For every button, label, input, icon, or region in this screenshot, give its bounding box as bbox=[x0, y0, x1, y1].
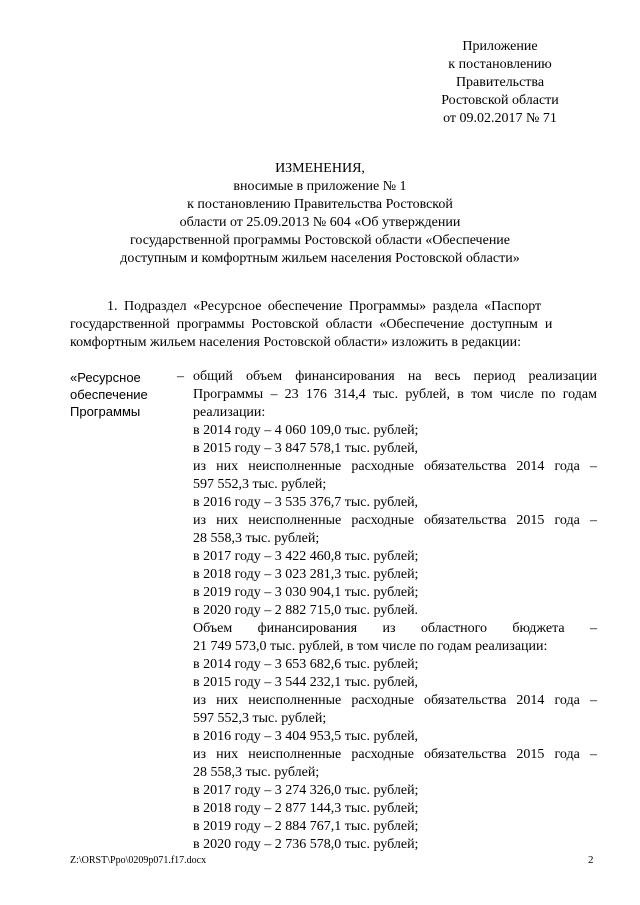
funding-line: в 2015 году – 3 544 232,1 тыс. рублей, bbox=[193, 675, 419, 690]
appendix-line: Ростовской области bbox=[441, 93, 559, 108]
appendix-header bbox=[405, 38, 595, 128]
footer-file-path: Z:\ORST\Ppo\0209p071.f17.docx bbox=[70, 855, 207, 866]
label-line: обеспечение bbox=[70, 387, 148, 402]
funding-line: Программы – 23 176 314,4 тыс. рублей, в том числе по годам bbox=[193, 387, 597, 402]
funding-line: 597 552,3 тыс. рублей; bbox=[193, 711, 327, 726]
funding-line: в 2014 году – 3 653 682,6 тыс. рублей; bbox=[193, 657, 419, 672]
funding-line: в 2018 году – 3 023 281,3 тыс. рублей; bbox=[193, 567, 419, 582]
funding-line: в 2019 году – 2 884 767,1 тыс. рублей; bbox=[193, 819, 419, 834]
title-line: области от 25.09.2013 № 604 «Об утверждении bbox=[179, 215, 461, 230]
appendix-line: Приложение bbox=[462, 39, 538, 54]
funding-line: 28 558,3 тыс. рублей; bbox=[193, 531, 320, 546]
funding-line: в 2016 году – 3 404 953,5 тыс. рублей, bbox=[193, 729, 419, 744]
label-line: Программы bbox=[70, 404, 141, 419]
paragraph-line: 1. Подраздел «Ресурсное обеспечение Программы» раздела «Паспорт bbox=[107, 299, 542, 314]
funding-line: в 2015 году – 3 847 578,1 тыс. рублей, bbox=[193, 441, 419, 456]
title-line: к постановлению Правительства Ростовской bbox=[187, 197, 453, 212]
amendment-paragraph bbox=[70, 298, 597, 352]
funding-line: из них неисполненные расходные обязательства 2014 года – bbox=[193, 693, 597, 708]
document-title bbox=[60, 160, 580, 268]
funding-line: в 2016 году – 3 535 376,7 тыс. рублей, bbox=[193, 495, 419, 510]
title-line: государственной программы Ростовской области «Обеспечение bbox=[129, 233, 511, 248]
appendix-line: от 09.02.2017 № 71 bbox=[443, 111, 557, 126]
funding-line: 21 749 573,0 тыс. рублей, в том числе по годам реализации: bbox=[193, 639, 548, 654]
resource-section-label bbox=[70, 369, 180, 420]
funding-line: из них неисполненные расходные обязательства 2015 года – bbox=[193, 513, 597, 528]
separator-dash: – bbox=[177, 369, 184, 384]
funding-line: в 2020 году – 2 736 578,0 тыс. рублей; bbox=[193, 837, 419, 852]
funding-line: в 2018 году – 2 877 144,3 тыс. рублей; bbox=[193, 801, 419, 816]
paragraph-line: государственной программы Ростовской области «Обеспечение доступным и bbox=[70, 317, 553, 332]
label-line: «Ресурсное bbox=[70, 370, 141, 385]
funding-line: в 2019 году – 3 030 904,1 тыс. рублей; bbox=[193, 585, 419, 600]
funding-line: общий объем финансирования на весь период реализации bbox=[193, 369, 597, 384]
appendix-line: Правительства bbox=[455, 75, 545, 90]
funding-line: в 2017 году – 3 422 460,8 тыс. рублей; bbox=[193, 549, 419, 564]
page-number: 2 bbox=[588, 854, 594, 866]
funding-line: в 2017 году – 3 274 326,0 тыс. рублей; bbox=[193, 783, 419, 798]
title-line: ИЗМЕНЕНИЯ, bbox=[275, 161, 365, 176]
funding-line: Объем финансирования из областного бюджета – bbox=[193, 621, 597, 636]
funding-line: 28 558,3 тыс. рублей; bbox=[193, 765, 320, 780]
paragraph-line: комфортным жильем населения Ростовской области» изложить в редакции: bbox=[70, 335, 522, 350]
funding-line: в 2014 году – 4 060 109,0 тыс. рублей; bbox=[193, 423, 419, 438]
funding-line: из них неисполненные расходные обязательства 2015 года – bbox=[193, 747, 597, 762]
funding-line: реализации: bbox=[193, 405, 266, 420]
funding-text bbox=[193, 368, 597, 854]
title-line: доступным и комфортным жильем населения Ростовской области» bbox=[120, 251, 520, 266]
appendix-line: к постановлению bbox=[448, 57, 552, 72]
funding-line: из них неисполненные расходные обязательства 2014 года – bbox=[193, 459, 597, 474]
title-line: вносимые в приложение № 1 bbox=[233, 179, 407, 194]
funding-line: в 2020 году – 2 882 715,0 тыс. рублей. bbox=[193, 603, 419, 618]
funding-line: 597 552,3 тыс. рублей; bbox=[193, 477, 327, 492]
